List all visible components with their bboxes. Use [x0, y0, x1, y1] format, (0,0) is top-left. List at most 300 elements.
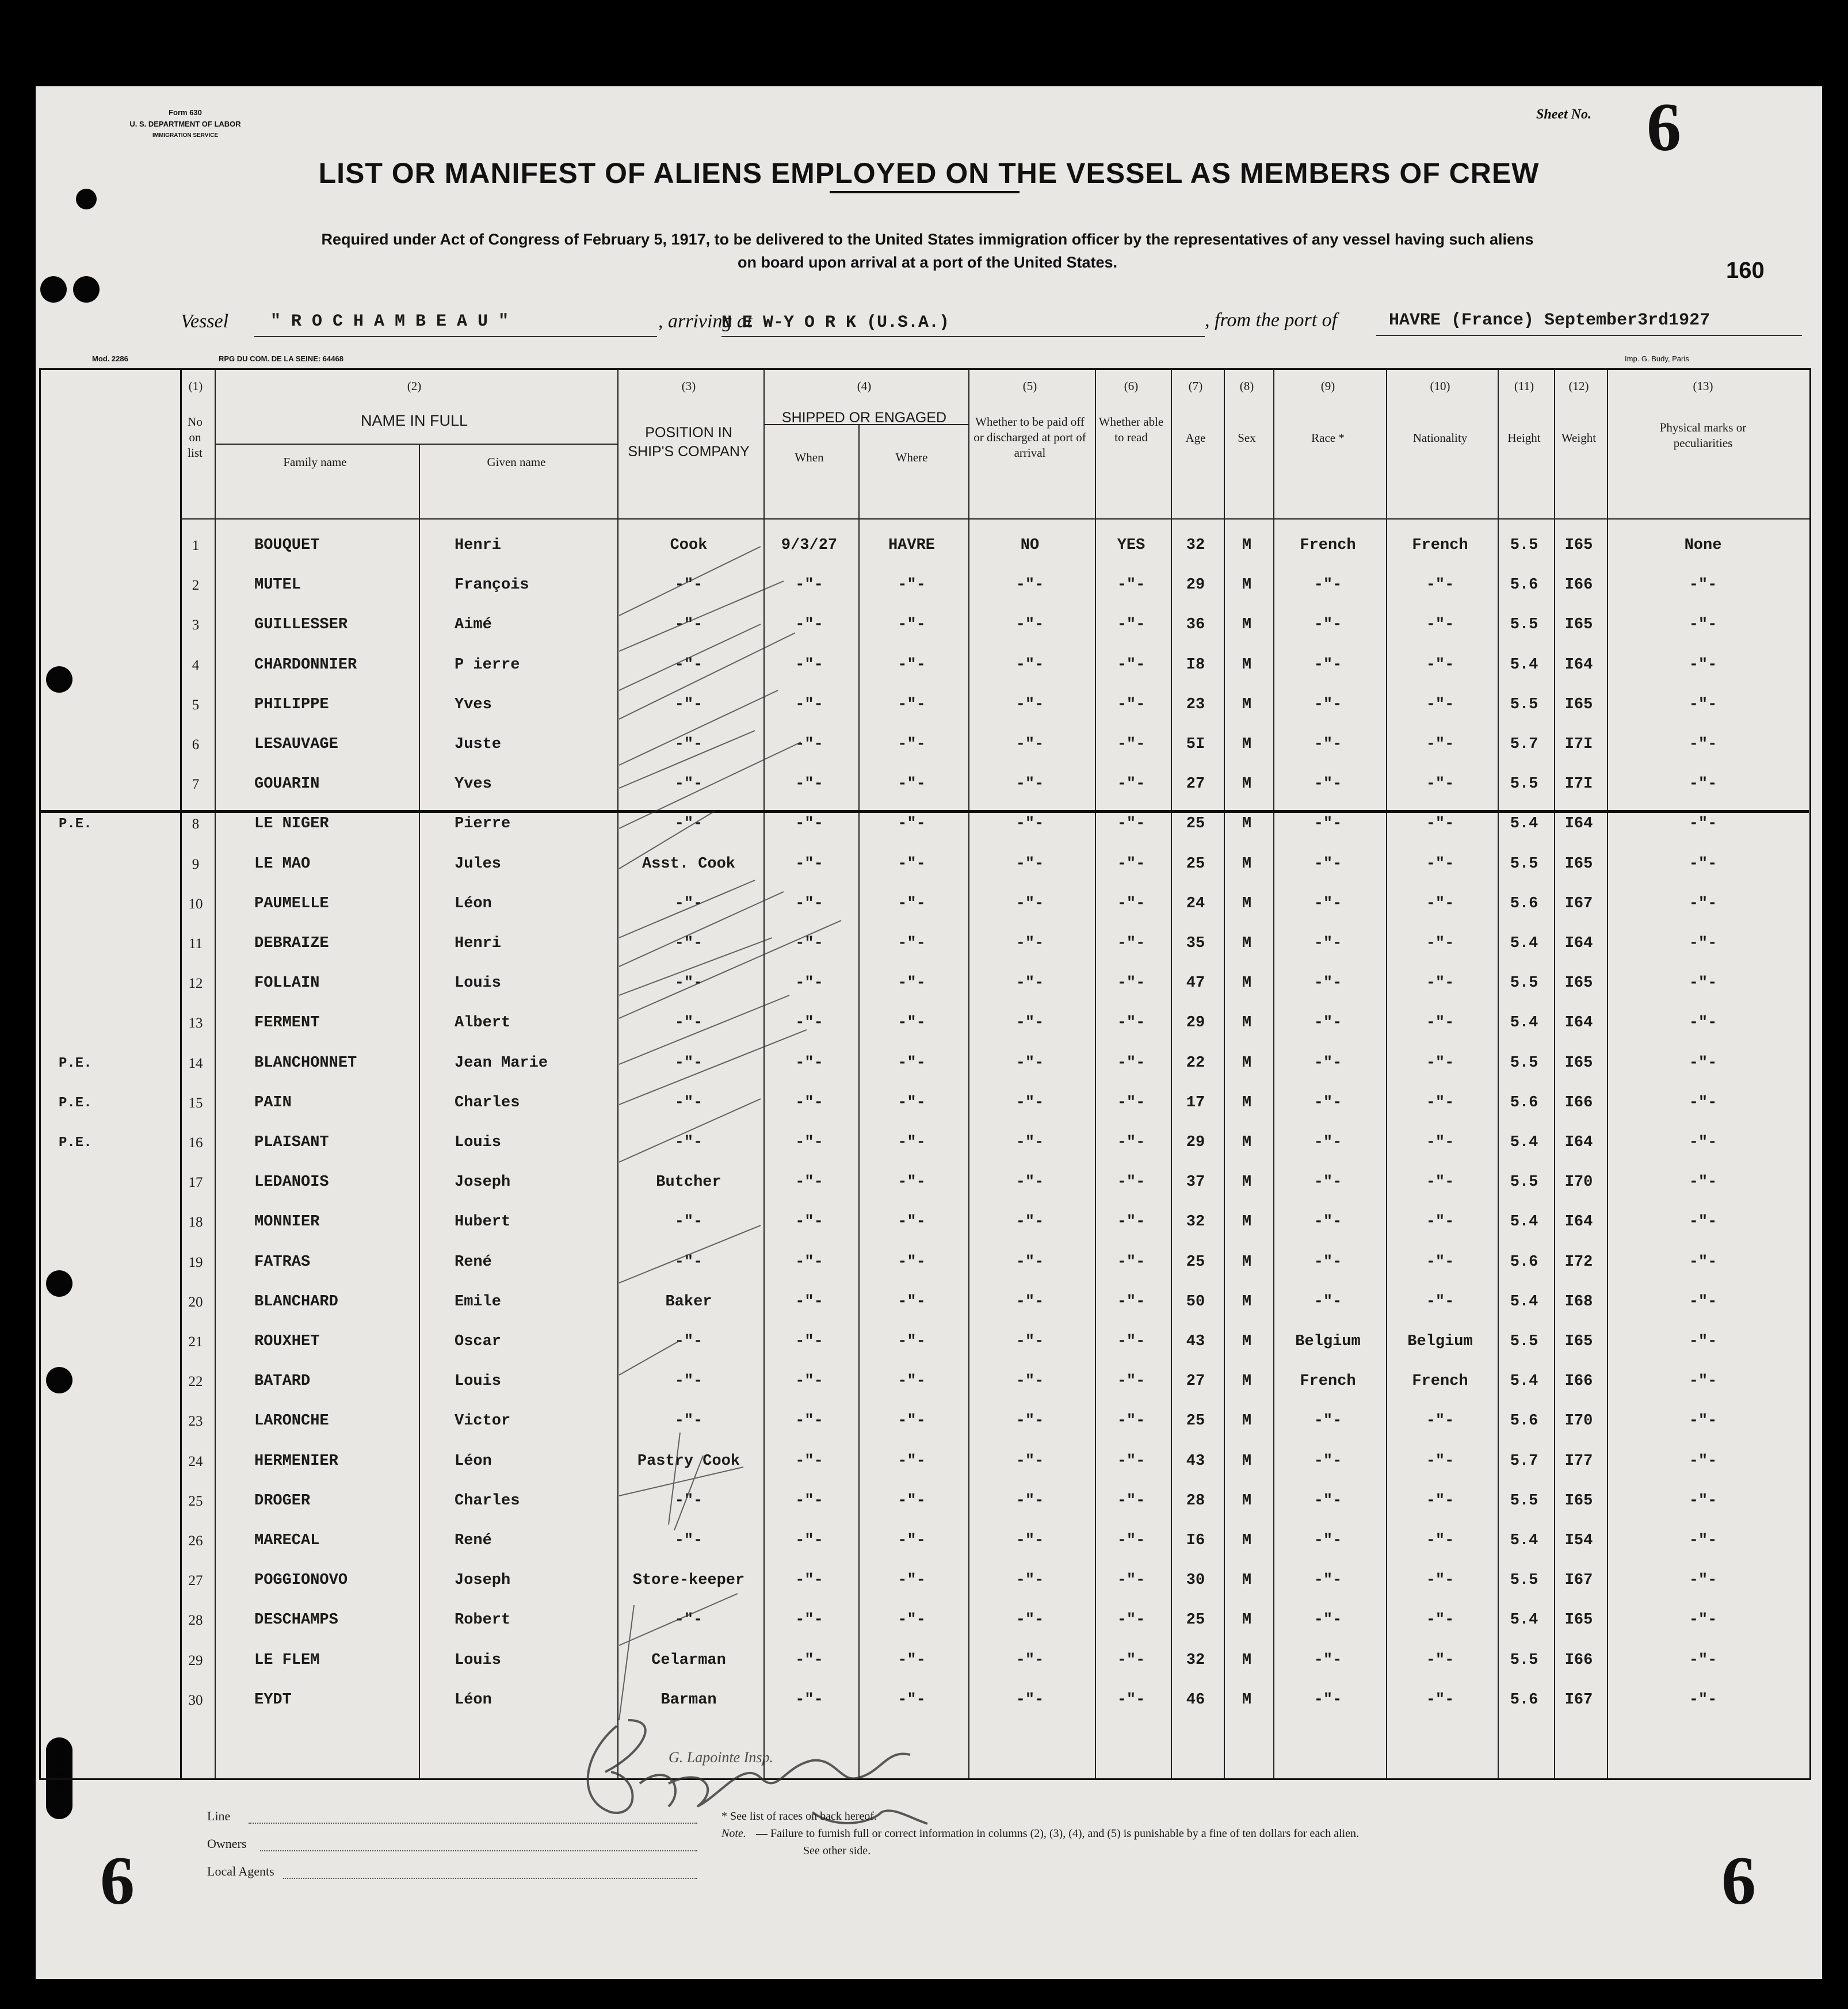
- pencil-checkmarks: [611, 524, 979, 1755]
- cell-family: MONNIER: [254, 1213, 320, 1231]
- cell-no: 24: [188, 1453, 203, 1469]
- cell-marks: -"-: [1689, 1094, 1717, 1112]
- cell-paid: -"-: [1015, 1174, 1044, 1191]
- cell-no: 25: [188, 1493, 203, 1509]
- cell-sex: M: [1242, 1572, 1252, 1590]
- cell-where: -"-: [898, 975, 926, 992]
- cell-when: -"-: [795, 1572, 823, 1590]
- cell-nationality: -"-: [1426, 1651, 1454, 1669]
- cell-age: 22: [1186, 1054, 1205, 1072]
- cell-position: Store-keeper: [632, 1572, 745, 1590]
- cell-height: 5.5: [1510, 616, 1538, 634]
- cell-family: POGGIONOVO: [254, 1572, 348, 1590]
- cell-position: -"-: [674, 975, 703, 992]
- cell-where: -"-: [898, 815, 926, 833]
- cell-given: Jules: [455, 855, 502, 873]
- cell-read: -"-: [1117, 1094, 1146, 1112]
- cell-height: 5.7: [1510, 1452, 1538, 1470]
- cell-age: 32: [1186, 1651, 1205, 1669]
- cell-mark: [59, 1163, 168, 1202]
- cell-position: Baker: [665, 1293, 712, 1311]
- cell-read: -"-: [1117, 1293, 1146, 1311]
- cell-read: -"-: [1117, 815, 1146, 833]
- cell-sex: M: [1242, 1651, 1252, 1669]
- cell-race: -"-: [1314, 1412, 1342, 1430]
- cell-paid: -"-: [1015, 1134, 1044, 1151]
- col10-number: (10): [1430, 379, 1450, 393]
- cell-nationality: -"-: [1426, 576, 1454, 594]
- cell-paid: -"-: [1015, 1094, 1044, 1112]
- cell-nationality: -"-: [1426, 1014, 1454, 1032]
- cell-mark: [59, 1322, 168, 1362]
- cell-where: -"-: [898, 1333, 926, 1350]
- cell-when: -"-: [795, 1174, 823, 1191]
- cell-position: -"-: [674, 1373, 703, 1391]
- cell-when: -"-: [795, 895, 823, 912]
- cell-nationality: -"-: [1426, 1492, 1454, 1510]
- cell-height: 5.5: [1510, 537, 1538, 554]
- cell-where: -"-: [898, 776, 926, 793]
- cell-marks: -"-: [1689, 1412, 1717, 1430]
- cell-mark: [59, 884, 168, 924]
- col2-number: (2): [407, 379, 422, 393]
- cell-read: -"-: [1117, 975, 1146, 992]
- cell-family: HERMENIER: [254, 1452, 338, 1470]
- cell-position: Asst. Cook: [642, 855, 736, 873]
- cell-where: -"-: [898, 1134, 926, 1151]
- cell-given: Oscar: [455, 1333, 502, 1350]
- sheet-number-bottom-right: 6: [1721, 1842, 1756, 1919]
- cell-marks: -"-: [1689, 1492, 1717, 1510]
- cell-weight: I7I: [1564, 736, 1593, 753]
- cell-mark: [59, 526, 168, 566]
- cell-no: 26: [188, 1533, 203, 1549]
- cell-read: -"-: [1117, 1253, 1146, 1271]
- cell-sex: M: [1242, 1174, 1252, 1191]
- cell-read: -"-: [1117, 1572, 1146, 1590]
- mod-number: Mod. 2286: [92, 354, 128, 363]
- cell-where: -"-: [898, 1373, 926, 1391]
- col8-number: (8): [1239, 379, 1254, 393]
- cell-mark: [59, 924, 168, 964]
- cell-position: -"-: [674, 1532, 703, 1549]
- punch-hole: [73, 276, 100, 303]
- cell-given: Joseph: [455, 1572, 511, 1590]
- subtitle-line1: Required under Act of Congress of February 5, 1917, to be delivered to the United States immigration officer by the representatives of any vessel having such aliens: [321, 231, 1534, 248]
- cell-where: -"-: [898, 1253, 926, 1271]
- cell-weight: I70: [1564, 1412, 1593, 1430]
- cell-no: 22: [188, 1374, 203, 1390]
- cell-height: 5.4: [1510, 1611, 1538, 1629]
- cell-weight: I67: [1564, 895, 1593, 912]
- subheader-divider: [215, 444, 617, 445]
- cell-weight: I64: [1564, 1134, 1593, 1151]
- col2a-header: Family name: [283, 455, 347, 469]
- cell-weight: I65: [1564, 855, 1593, 873]
- cell-where: -"-: [898, 656, 926, 674]
- cell-sex: M: [1242, 1094, 1252, 1112]
- cell-sex: M: [1242, 815, 1252, 833]
- cell-race: French: [1300, 537, 1356, 554]
- cell-family: PAUMELLE: [254, 895, 329, 912]
- cell-no: 3: [192, 617, 200, 633]
- cell-read: -"-: [1117, 1014, 1146, 1032]
- cell-sex: M: [1242, 1134, 1252, 1151]
- cell-race: Belgium: [1295, 1333, 1361, 1350]
- cell-where: -"-: [898, 1651, 926, 1669]
- col4b-header: Where: [895, 450, 928, 464]
- cell-marks: -"-: [1689, 616, 1717, 634]
- cell-mark: P.E.: [59, 1135, 92, 1151]
- cell-age: 29: [1186, 576, 1205, 594]
- cell-mark: [59, 1202, 168, 1242]
- cell-when: -"-: [795, 1054, 823, 1072]
- cell-where: -"-: [898, 1492, 926, 1510]
- cell-paid: -"-: [1015, 1293, 1044, 1311]
- cell-marks: -"-: [1689, 1134, 1717, 1151]
- col9-header: Race *: [1311, 431, 1345, 445]
- cell-age: 43: [1186, 1452, 1205, 1470]
- cell-weight: I64: [1564, 1014, 1593, 1032]
- cell-given: Louis: [455, 1134, 502, 1151]
- cell-sex: M: [1242, 1333, 1252, 1350]
- footer-note-label: Note.: [721, 1827, 746, 1840]
- cell-height: 5.4: [1510, 1213, 1538, 1231]
- cell-paid: -"-: [1015, 1452, 1044, 1470]
- col3-number: (3): [681, 379, 696, 393]
- cell-marks: -"-: [1689, 935, 1717, 952]
- cell-no: 30: [188, 1692, 203, 1708]
- cell-marks: -"-: [1689, 576, 1717, 594]
- col8-header: Sex: [1238, 431, 1256, 445]
- cell-sex: M: [1242, 975, 1252, 992]
- cell-marks: -"-: [1689, 1014, 1717, 1032]
- col2b-header: Given name: [487, 455, 546, 469]
- cell-race: -"-: [1314, 576, 1342, 594]
- cell-marks: -"-: [1689, 1452, 1717, 1470]
- cell-sex: M: [1242, 1532, 1252, 1549]
- cell-height: 5.5: [1510, 1333, 1538, 1350]
- cell-weight: I54: [1564, 1532, 1593, 1549]
- cell-paid: -"-: [1015, 855, 1044, 873]
- cell-no: 18: [188, 1214, 203, 1231]
- cell-mark: [59, 1641, 168, 1680]
- cell-given: Yves: [455, 696, 492, 713]
- cell-position: -"-: [674, 1333, 703, 1350]
- cell-age: 32: [1186, 537, 1205, 554]
- cell-sex: M: [1242, 696, 1252, 713]
- cell-race: -"-: [1314, 815, 1342, 833]
- cell-height: 5.6: [1510, 1253, 1538, 1271]
- cell-given: Charles: [455, 1094, 520, 1112]
- cell-position: Celarman: [651, 1651, 726, 1669]
- cell-given: Aimé: [455, 616, 492, 634]
- cell-sex: M: [1242, 616, 1252, 634]
- cell-height: 5.5: [1510, 855, 1538, 873]
- page-stamp: 160: [1726, 258, 1765, 283]
- cell-read: -"-: [1117, 1611, 1146, 1629]
- col13-number: (13): [1693, 379, 1713, 393]
- cell-family: DROGER: [254, 1492, 311, 1510]
- cell-nationality: -"-: [1426, 736, 1454, 753]
- cell-nationality: -"-: [1426, 1253, 1454, 1271]
- sheet-number-bottom-left: 6: [100, 1842, 135, 1919]
- cell-mark: [59, 1401, 168, 1441]
- cell-height: 5.7: [1510, 736, 1538, 753]
- cell-nationality: -"-: [1426, 1054, 1454, 1072]
- cell-where: -"-: [898, 616, 926, 634]
- cell-given: Yves: [455, 776, 492, 793]
- cell-given: François: [455, 576, 529, 594]
- col4-number: (4): [857, 379, 872, 393]
- cell-sex: M: [1242, 1611, 1252, 1629]
- cell-when: -"-: [795, 1691, 823, 1709]
- cell-when: -"-: [795, 1452, 823, 1470]
- cell-when: -"-: [795, 935, 823, 952]
- cell-read: -"-: [1117, 616, 1146, 634]
- cell-given: Léon: [455, 1452, 492, 1470]
- cell-race: -"-: [1314, 975, 1342, 992]
- cell-when: -"-: [795, 736, 823, 753]
- cell-where: -"-: [898, 1691, 926, 1709]
- cell-race: -"-: [1314, 736, 1342, 753]
- cell-given: Albert: [455, 1014, 511, 1032]
- header-divider: [180, 518, 1809, 520]
- cell-mark: [59, 1243, 168, 1282]
- cell-paid: -"-: [1015, 656, 1044, 674]
- cell-height: 5.6: [1510, 1691, 1538, 1709]
- cell-paid: -"-: [1015, 1253, 1044, 1271]
- cell-weight: I65: [1564, 1333, 1593, 1350]
- cell-family: DESCHAMPS: [254, 1611, 338, 1629]
- cell-marks: None: [1684, 537, 1722, 554]
- cell-nationality: -"-: [1426, 776, 1454, 793]
- cell-race: -"-: [1314, 1691, 1342, 1709]
- cell-read: -"-: [1117, 935, 1146, 952]
- cell-weight: I68: [1564, 1293, 1593, 1311]
- cell-weight: I65: [1564, 1054, 1593, 1072]
- cell-position: -"-: [674, 1054, 703, 1072]
- cell-race: -"-: [1314, 1572, 1342, 1590]
- page-title: LIST OR MANIFEST OF ALIENS EMPLOYED ON THE VESSEL AS MEMBERS OF CREW: [318, 157, 1540, 189]
- signature-text: G. Lapointe Insp.: [669, 1749, 773, 1766]
- cell-nationality: -"-: [1426, 1094, 1454, 1112]
- cell-race: -"-: [1314, 855, 1342, 873]
- cell-mark: [59, 1442, 168, 1481]
- cell-read: -"-: [1117, 696, 1146, 713]
- footer-owners-rule: [260, 1850, 697, 1851]
- cell-family: FOLLAIN: [254, 975, 320, 992]
- cell-where: -"-: [898, 1611, 926, 1629]
- cell-given: Juste: [455, 736, 502, 753]
- cell-position: -"-: [674, 815, 703, 833]
- cell-no: 12: [188, 976, 203, 992]
- cell-age: 32: [1186, 1213, 1205, 1231]
- cell-read: -"-: [1117, 1691, 1146, 1709]
- cell-race: -"-: [1314, 1492, 1342, 1510]
- cell-read: -"-: [1117, 776, 1146, 793]
- cell-mark: [59, 964, 168, 1003]
- col3-header: POSITION IN SHIP'S COMPANY: [628, 425, 750, 460]
- cell-weight: I72: [1564, 1253, 1593, 1271]
- cell-age: 37: [1186, 1174, 1205, 1191]
- cell-marks: -"-: [1689, 1054, 1717, 1072]
- cell-read: -"-: [1117, 1651, 1146, 1669]
- registry: RPG DU COM. DE LA SEINE: 64468: [219, 354, 343, 363]
- cell-marks: -"-: [1689, 855, 1717, 873]
- cell-position: -"-: [674, 1094, 703, 1112]
- cell-where: -"-: [898, 895, 926, 912]
- cell-marks: -"-: [1689, 1174, 1717, 1191]
- cell-read: -"-: [1117, 656, 1146, 674]
- punch-hole: [76, 189, 97, 209]
- cell-height: 5.5: [1510, 1572, 1538, 1590]
- cell-mark: [59, 1561, 168, 1601]
- cell-when: -"-: [795, 1373, 823, 1391]
- cell-position: -"-: [674, 935, 703, 952]
- cell-marks: -"-: [1689, 696, 1717, 713]
- cell-race: -"-: [1314, 1532, 1342, 1549]
- cell-given: Jean Marie: [455, 1054, 548, 1072]
- cell-given: Léon: [455, 1691, 492, 1709]
- col7-header: Age: [1185, 431, 1206, 445]
- cell-no: 20: [188, 1294, 203, 1310]
- cell-no: 10: [188, 896, 203, 912]
- col1-number: (1): [188, 379, 203, 393]
- cell-where: -"-: [898, 855, 926, 873]
- col5-header: Whether to be paid off or discharged at port of arrival: [973, 415, 1086, 460]
- department: U. S. DEPARTMENT OF LABOR: [129, 120, 241, 128]
- cell-given: Emile: [455, 1293, 502, 1311]
- cell-age: 29: [1186, 1134, 1205, 1151]
- col13-header: Physical marks or peculiarities: [1659, 421, 1747, 450]
- cell-read: -"-: [1117, 1373, 1146, 1391]
- cell-age: 30: [1186, 1572, 1205, 1590]
- cell-sex: M: [1242, 576, 1252, 594]
- cell-read: -"-: [1117, 1213, 1146, 1231]
- col6-header: Whether able to read: [1098, 415, 1164, 444]
- cell-paid: -"-: [1015, 1054, 1044, 1072]
- cell-height: 5.4: [1510, 1532, 1538, 1549]
- cell-when: -"-: [795, 1611, 823, 1629]
- cell-mark: [59, 1680, 168, 1720]
- cell-sex: M: [1242, 935, 1252, 952]
- cell-paid: -"-: [1015, 776, 1044, 793]
- cell-when: 9/3/27: [781, 537, 838, 554]
- cell-when: -"-: [795, 576, 823, 594]
- cell-nationality: -"-: [1426, 656, 1454, 674]
- cell-family: MUTEL: [254, 576, 301, 594]
- cell-race: -"-: [1314, 1174, 1342, 1191]
- cell-age: I6: [1186, 1532, 1205, 1549]
- cell-family: LE FLEM: [254, 1651, 320, 1669]
- cell-race: -"-: [1314, 696, 1342, 713]
- cell-given: Victor: [455, 1412, 511, 1430]
- cell-no: 7: [192, 777, 200, 793]
- cell-when: -"-: [795, 1253, 823, 1271]
- cell-nationality: -"-: [1426, 1611, 1454, 1629]
- cell-sex: M: [1242, 1691, 1252, 1709]
- cell-weight: I65: [1564, 616, 1593, 634]
- cell-family: FATRAS: [254, 1253, 311, 1271]
- cell-sex: M: [1242, 776, 1252, 793]
- printer: Imp. G. Budy, Paris: [1625, 354, 1689, 363]
- cell-height: 5.4: [1510, 815, 1538, 833]
- cell-nationality: -"-: [1426, 696, 1454, 713]
- footer-note-races: * See list of races on back hereof.: [721, 1810, 877, 1823]
- cell-read: -"-: [1117, 1532, 1146, 1549]
- cell-no: 21: [188, 1334, 203, 1350]
- cell-weight: I65: [1564, 696, 1593, 713]
- cell-no: 29: [188, 1652, 203, 1668]
- cell-nationality: -"-: [1426, 935, 1454, 952]
- cell-position: -"-: [674, 1134, 703, 1151]
- cell-race: -"-: [1314, 1134, 1342, 1151]
- cell-nationality: -"-: [1426, 1412, 1454, 1430]
- cell-race: -"-: [1314, 1651, 1342, 1669]
- cell-paid: -"-: [1015, 935, 1044, 952]
- sheet-number: 6: [1647, 89, 1681, 165]
- cell-paid: -"-: [1015, 576, 1044, 594]
- cell-read: -"-: [1117, 1492, 1146, 1510]
- cell-age: 46: [1186, 1691, 1205, 1709]
- footer-agents-label: Local Agents: [207, 1864, 274, 1878]
- cell-age: 47: [1186, 975, 1205, 992]
- cell-age: 50: [1186, 1293, 1205, 1311]
- cell-paid: -"-: [1015, 1373, 1044, 1391]
- cell-when: -"-: [795, 1492, 823, 1510]
- cell-no: 15: [188, 1095, 203, 1111]
- cell-paid: -"-: [1015, 1691, 1044, 1709]
- cell-position: -"-: [674, 1213, 703, 1231]
- cell-nationality: -"-: [1426, 616, 1454, 634]
- cell-family: PAIN: [254, 1094, 292, 1112]
- cell-height: 5.5: [1510, 776, 1538, 793]
- cell-sex: M: [1242, 656, 1252, 674]
- cell-weight: I67: [1564, 1691, 1593, 1709]
- cell-race: -"-: [1314, 935, 1342, 952]
- title-underline: [830, 191, 1020, 193]
- cell-where: -"-: [898, 696, 926, 713]
- cell-age: 29: [1186, 1014, 1205, 1032]
- cell-marks: -"-: [1689, 1293, 1717, 1311]
- cell-position: Cook: [670, 537, 708, 554]
- cell-read: YES: [1117, 537, 1146, 554]
- cell-where: -"-: [898, 1452, 926, 1470]
- cell-given: Joseph: [455, 1174, 511, 1191]
- cell-when: -"-: [795, 1094, 823, 1112]
- cell-nationality: French: [1412, 1373, 1468, 1391]
- cell-sex: M: [1242, 895, 1252, 912]
- cell-nationality: -"-: [1426, 1572, 1454, 1590]
- cell-age: I8: [1186, 656, 1205, 674]
- cell-age: 35: [1186, 935, 1205, 952]
- cell-weight: I67: [1564, 1572, 1593, 1590]
- cell-read: -"-: [1117, 1333, 1146, 1350]
- cell-no: 1: [192, 538, 200, 553]
- cell-paid: NO: [1020, 537, 1040, 554]
- from-label: , from the port of: [1205, 310, 1338, 331]
- cell-mark: [59, 725, 168, 765]
- cell-nationality: -"-: [1426, 895, 1454, 912]
- cell-paid: -"-: [1015, 1014, 1044, 1032]
- cell-age: 27: [1186, 776, 1205, 793]
- cell-weight: I65: [1564, 537, 1593, 554]
- cell-read: -"-: [1117, 895, 1146, 912]
- cell-mark: [59, 646, 168, 685]
- cell-age: 25: [1186, 1253, 1205, 1271]
- cell-read: -"-: [1117, 1174, 1146, 1191]
